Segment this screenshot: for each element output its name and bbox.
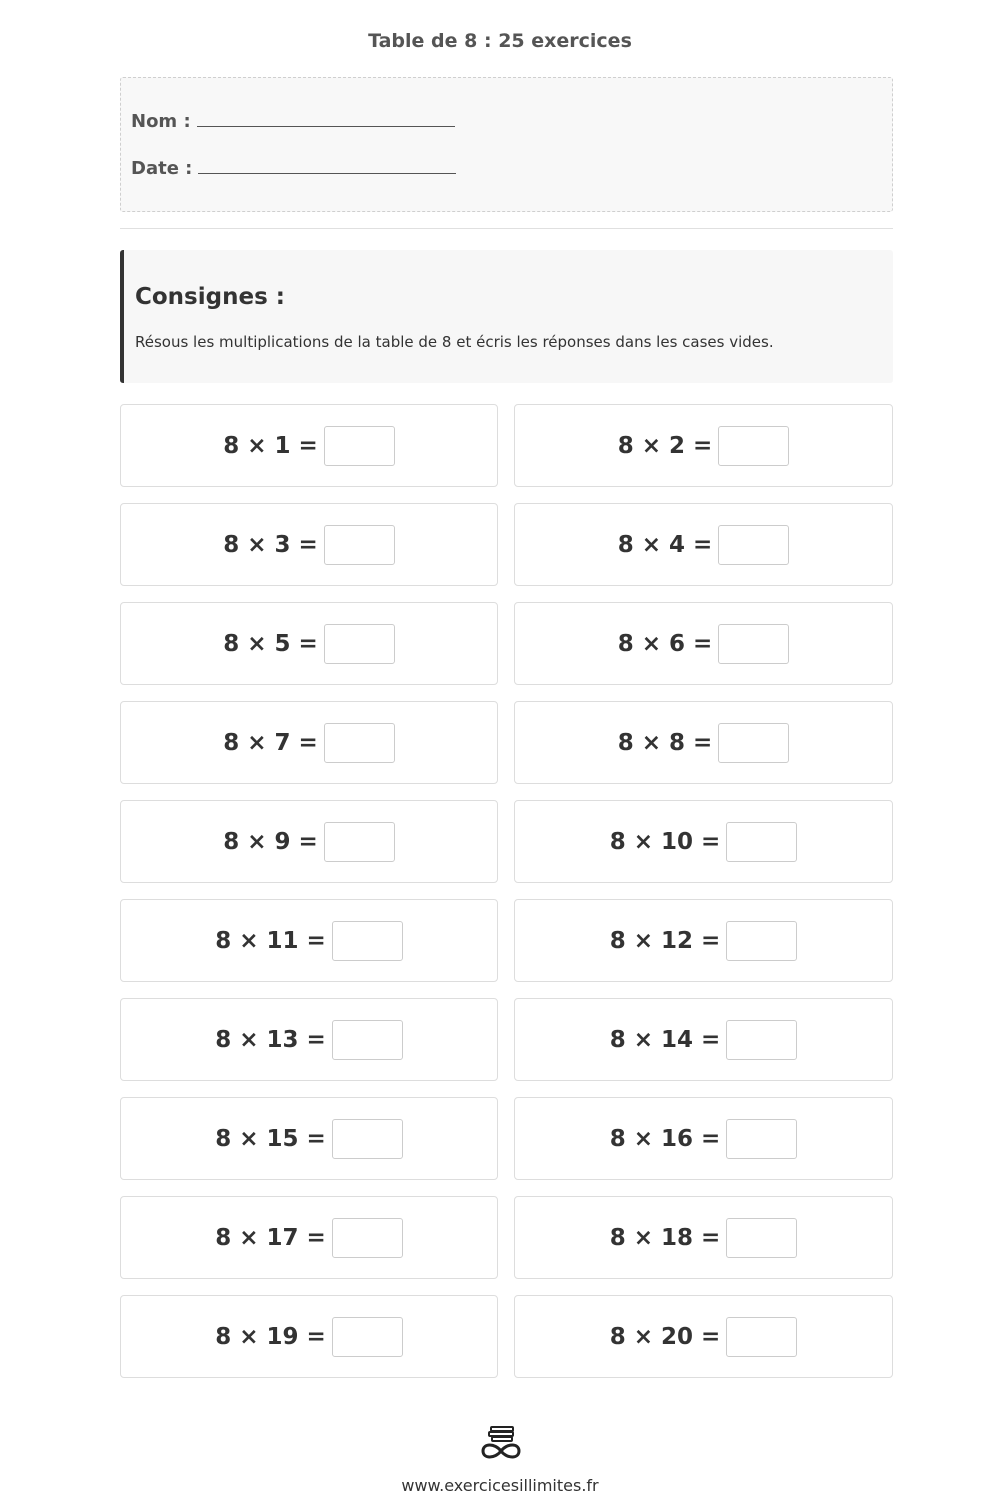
- exercise-equation: 8 × 7 =: [223, 729, 318, 756]
- answer-box[interactable]: [332, 1218, 403, 1258]
- exercise-grid: [120, 404, 893, 1378]
- page-title: Table de 8 : 25 exercices: [368, 30, 632, 52]
- answer-box[interactable]: [726, 921, 797, 961]
- exercise-cell: [120, 1097, 498, 1180]
- exercise-equation: 8 × 8 =: [617, 729, 713, 756]
- exercise-equation: 8 × 2 =: [617, 432, 713, 459]
- exercise-cell: [514, 1097, 893, 1180]
- answer-box[interactable]: [332, 1317, 403, 1357]
- date-line: [131, 158, 456, 179]
- exercise-cell: [120, 503, 498, 586]
- exercise-cell: [514, 998, 893, 1081]
- exercise-equation: 8 × 19 =: [215, 1323, 326, 1350]
- answer-box[interactable]: [726, 1020, 797, 1060]
- date-label: Date :: [131, 158, 193, 179]
- exercise-cell: [120, 1196, 498, 1279]
- exercise-equation: 8 × 3 =: [223, 531, 318, 558]
- exercise-equation: 8 × 6 =: [617, 630, 713, 657]
- exercise-cell: [514, 899, 893, 982]
- answer-box[interactable]: [718, 525, 789, 565]
- instructions-box: [120, 250, 893, 383]
- exercise-equation: 8 × 17 =: [215, 1224, 326, 1251]
- answer-box[interactable]: [726, 1218, 797, 1258]
- date-blank[interactable]: [198, 159, 456, 174]
- name-blank[interactable]: [197, 112, 455, 127]
- exercise-cell: [120, 899, 498, 982]
- answer-box[interactable]: [324, 723, 395, 763]
- exercise-cell: [120, 998, 498, 1081]
- exercise-cell: [120, 602, 498, 685]
- answer-box[interactable]: [726, 1119, 797, 1159]
- exercise-equation: 8 × 11 =: [215, 927, 326, 954]
- answer-box[interactable]: [726, 822, 797, 862]
- name-line: [131, 111, 455, 132]
- answer-box[interactable]: [718, 723, 789, 763]
- exercise-cell: [120, 701, 498, 784]
- exercise-equation: 8 × 5 =: [223, 630, 318, 657]
- answer-box[interactable]: [718, 426, 789, 466]
- answer-box[interactable]: [324, 624, 395, 664]
- exercise-equation: 8 × 9 =: [223, 828, 318, 855]
- exercise-equation: 8 × 12 =: [609, 927, 721, 954]
- exercise-equation: 8 × 18 =: [609, 1224, 721, 1251]
- exercise-cell: [514, 1196, 893, 1279]
- answer-box[interactable]: [324, 426, 395, 466]
- exercise-equation: 8 × 20 =: [609, 1323, 721, 1350]
- divider: [120, 228, 893, 229]
- exercise-cell: [120, 800, 498, 883]
- exercise-cell: [514, 800, 893, 883]
- answer-box[interactable]: [332, 1119, 403, 1159]
- exercise-cell: [514, 701, 893, 784]
- answer-box[interactable]: [726, 1317, 797, 1357]
- exercise-equation: 8 × 15 =: [215, 1125, 326, 1152]
- answer-box[interactable]: [718, 624, 789, 664]
- answer-box[interactable]: [324, 822, 395, 862]
- infinity-books-icon: [477, 1424, 525, 1462]
- exercise-cell: [514, 404, 893, 487]
- exercise-equation: 8 × 14 =: [609, 1026, 721, 1053]
- exercise-cell: [514, 503, 893, 586]
- exercise-cell: [120, 1295, 498, 1378]
- exercise-equation: 8 × 13 =: [215, 1026, 326, 1053]
- answer-box[interactable]: [332, 921, 403, 961]
- footer-url[interactable]: www.exercicesillimites.fr: [401, 1476, 599, 1495]
- exercise-equation: 8 × 1 =: [223, 432, 318, 459]
- instructions-text: Résous les multiplications de la table de 8 et écris les réponses dans les cases vides.: [135, 333, 774, 351]
- exercise-cell: [514, 1295, 893, 1378]
- answer-box[interactable]: [324, 525, 395, 565]
- exercise-equation: 8 × 4 =: [617, 531, 713, 558]
- answer-box[interactable]: [332, 1020, 403, 1060]
- name-label: Nom :: [131, 111, 191, 132]
- instructions-heading: Consignes :: [135, 284, 285, 310]
- exercise-cell: [514, 602, 893, 685]
- student-info-box: [120, 77, 893, 212]
- exercise-equation: 8 × 10 =: [609, 828, 721, 855]
- exercise-equation: 8 × 16 =: [609, 1125, 721, 1152]
- exercise-cell: [120, 404, 498, 487]
